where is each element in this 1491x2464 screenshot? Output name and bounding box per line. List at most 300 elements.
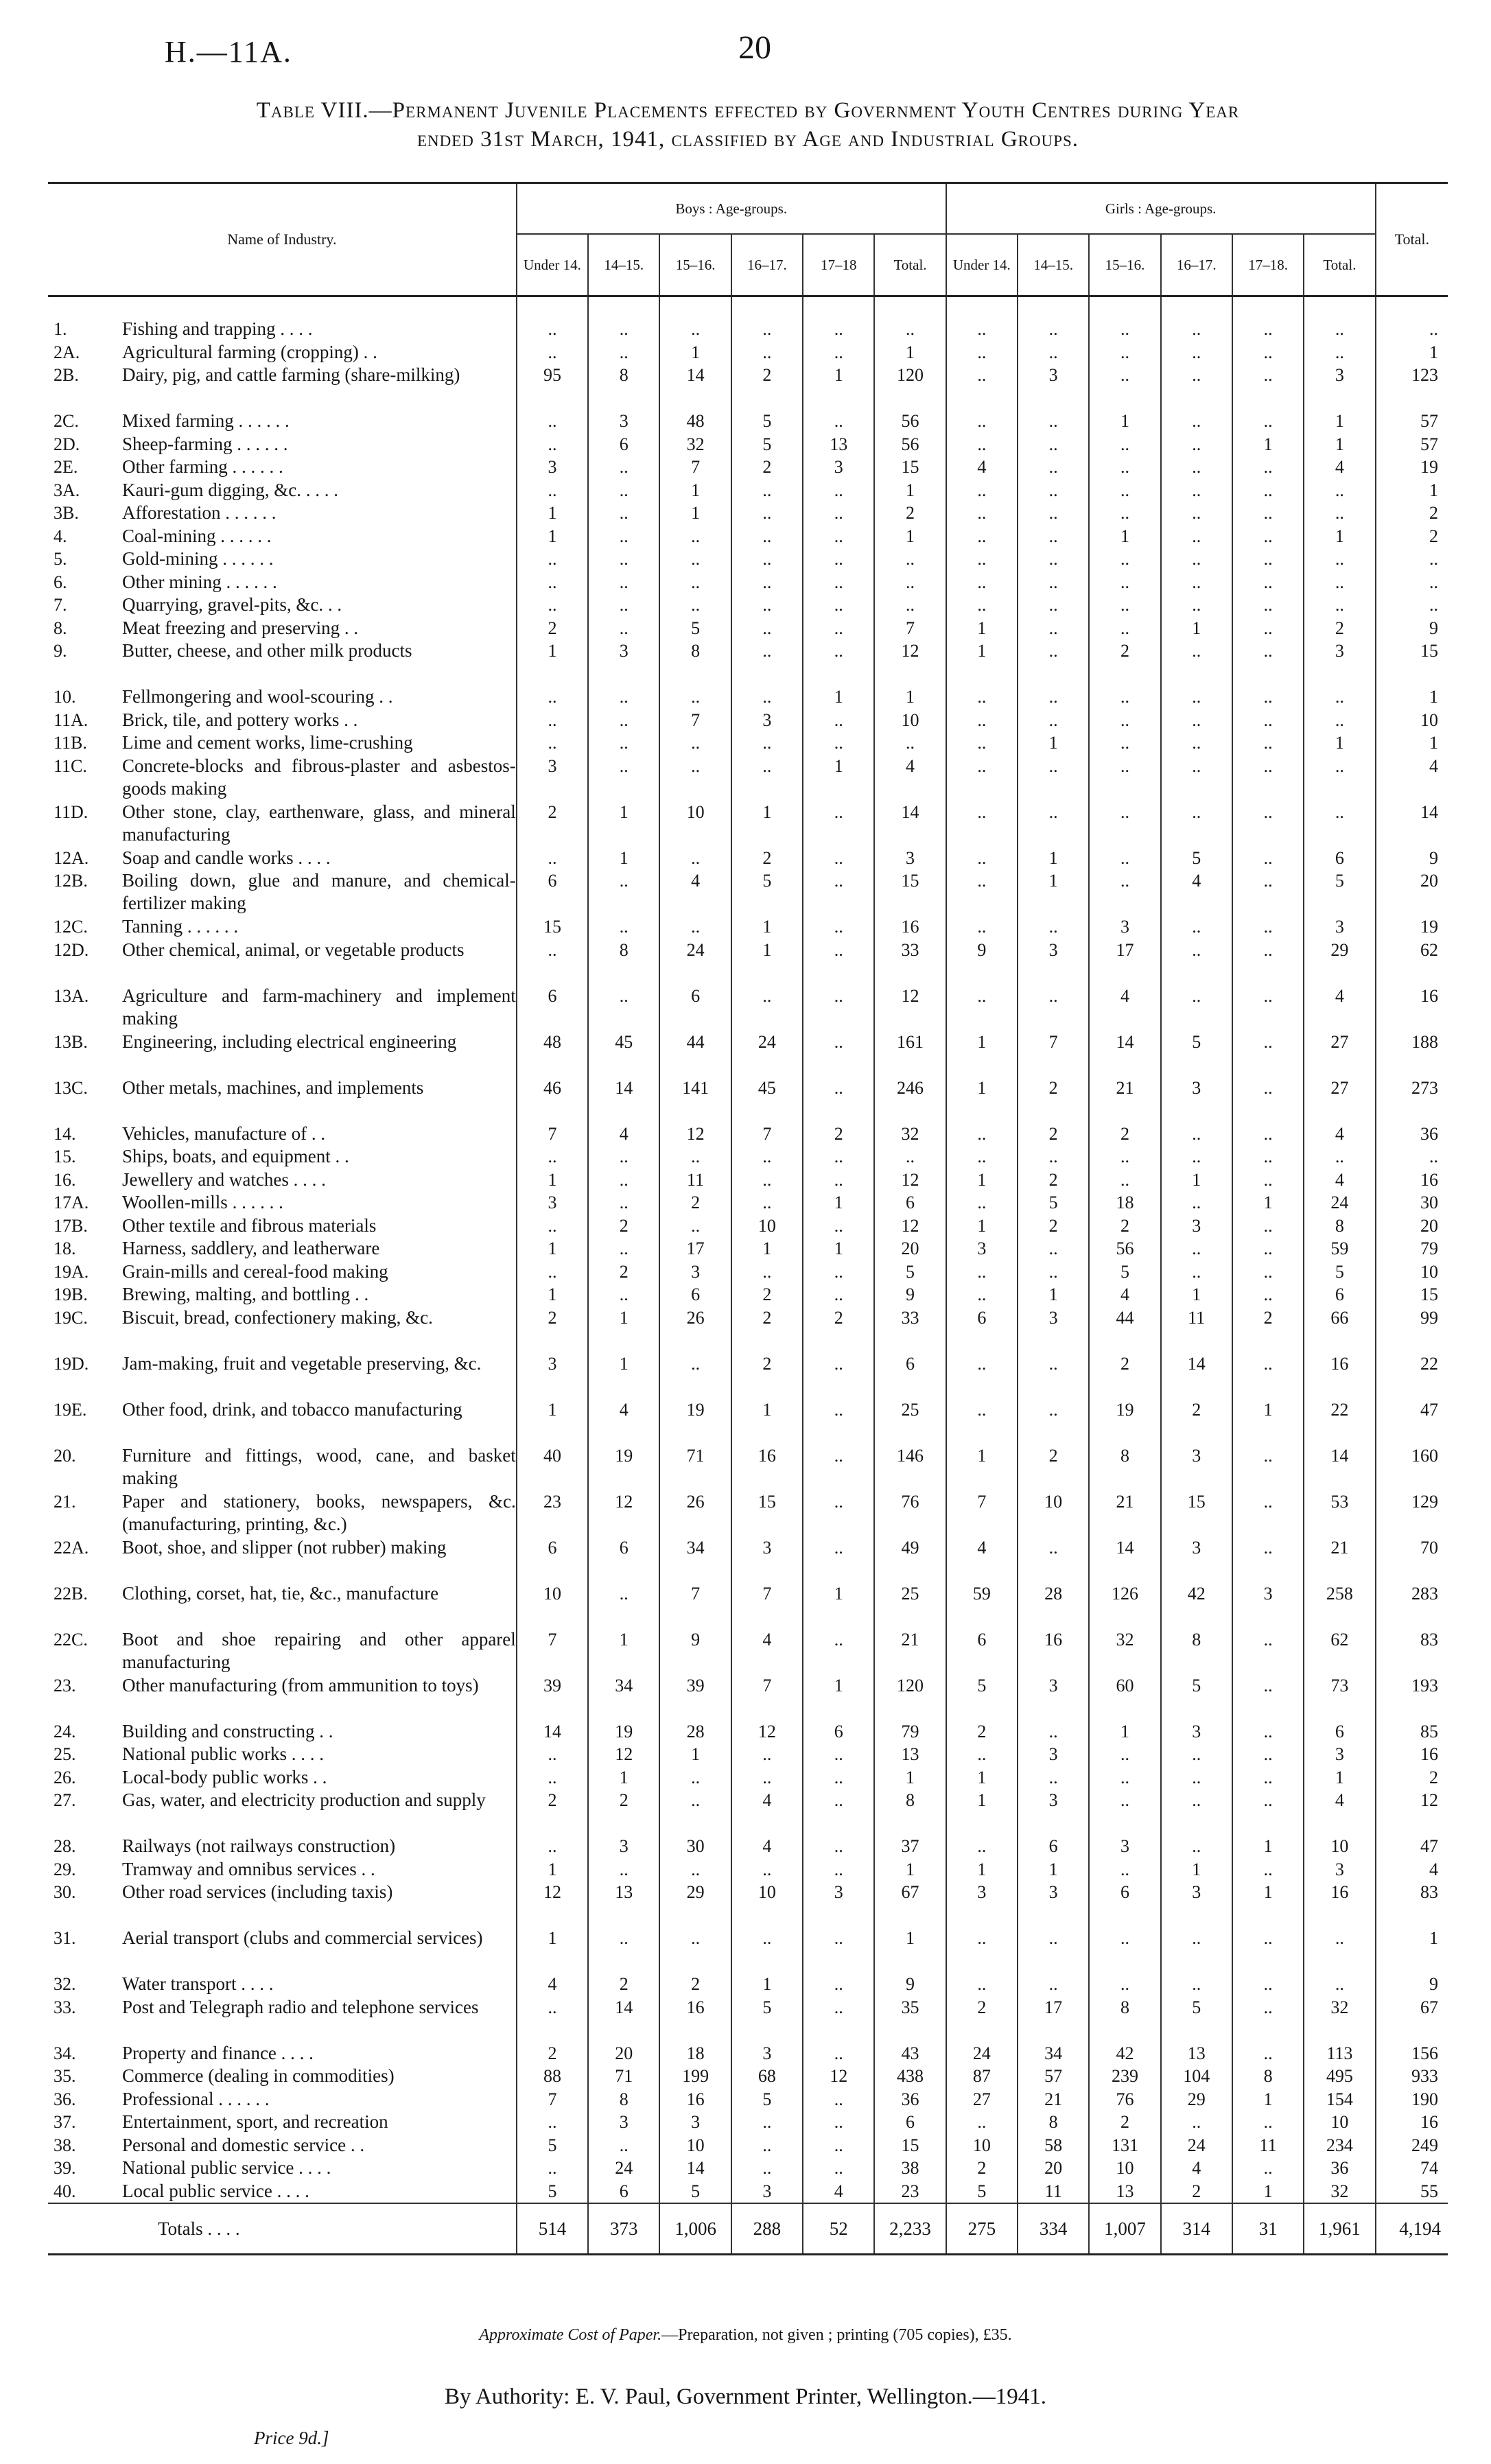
table-row xyxy=(48,1881,1448,1927)
value-cell: .. xyxy=(803,1789,874,1835)
value-cell: 25 xyxy=(874,1398,946,1444)
value-cell: .. xyxy=(588,571,659,594)
industry-cell xyxy=(48,1490,517,1536)
industry-name: Vehicles, manufacture of . . xyxy=(122,1123,326,1144)
industry-code: 13A. xyxy=(54,985,89,1006)
value-cell: .. xyxy=(731,985,803,1031)
value-cell: 24 xyxy=(1161,2134,1232,2157)
value-cell: .. xyxy=(1161,1927,1232,1973)
value-cell: .. xyxy=(1161,548,1232,571)
totals-row xyxy=(48,2203,1448,2255)
value-cell: .. xyxy=(1232,685,1304,709)
table-row xyxy=(48,1628,1448,1674)
row-total-cell: 22 xyxy=(1376,1352,1448,1398)
value-cell: 30 xyxy=(659,1835,731,1858)
value-cell: 38 xyxy=(874,2157,946,2180)
value-cell: 120 xyxy=(874,1674,946,1720)
value-cell: .. xyxy=(731,755,803,801)
value-cell: 10 xyxy=(659,801,731,847)
value-cell: 14 xyxy=(1089,1031,1160,1077)
value-cell: .. xyxy=(803,1352,874,1398)
value-cell: .. xyxy=(588,479,659,502)
value-cell: .. xyxy=(517,1743,588,1766)
value-cell: 1 xyxy=(517,1858,588,1881)
page-reference: H.—11A. xyxy=(165,35,292,69)
industry-cell xyxy=(48,341,517,364)
value-cell: 7 xyxy=(731,1674,803,1720)
value-cell: 246 xyxy=(874,1077,946,1123)
row-total-cell: 30 xyxy=(1376,1191,1448,1215)
row-total-cell: 249 xyxy=(1376,2134,1448,2157)
placements-table xyxy=(48,182,1448,2255)
table-row xyxy=(48,1789,1448,1835)
value-cell: .. xyxy=(1089,433,1160,456)
value-cell: .. xyxy=(1232,1973,1304,1996)
industry-cell xyxy=(48,1306,517,1352)
value-cell: .. xyxy=(1232,1145,1304,1169)
value-cell: .. xyxy=(1089,341,1160,364)
value-cell: 3 xyxy=(1304,915,1375,939)
value-cell: .. xyxy=(803,1628,874,1674)
industry-name: Sheep-farming . . . . . . xyxy=(122,433,288,454)
row-total-cell: 156 xyxy=(1376,2042,1448,2065)
value-cell: .. xyxy=(1089,364,1160,410)
value-cell: .. xyxy=(588,2134,659,2157)
table-row xyxy=(48,479,1448,502)
value-cell: 1 xyxy=(1304,410,1375,433)
value-cell: .. xyxy=(1304,548,1375,571)
value-cell: 16 xyxy=(659,1996,731,2042)
value-cell: 5 xyxy=(1304,869,1375,915)
value-cell: .. xyxy=(517,731,588,755)
industry-cell xyxy=(48,1536,517,1582)
total-cell: 31 xyxy=(1232,2203,1304,2255)
table-row xyxy=(48,2157,1448,2180)
value-cell: 21 xyxy=(874,1628,946,1674)
industry-code: 26. xyxy=(54,1767,76,1787)
value-cell: .. xyxy=(1018,479,1089,502)
value-cell: 1 xyxy=(517,1169,588,1192)
row-total-cell: 1 xyxy=(1376,685,1448,709)
value-cell: 1 xyxy=(1018,1283,1089,1306)
value-cell: .. xyxy=(517,410,588,433)
value-cell: 6 xyxy=(588,433,659,456)
value-cell: 27 xyxy=(1304,1031,1375,1077)
table-row xyxy=(48,1766,1448,1790)
value-cell: 1 xyxy=(803,1582,874,1628)
value-cell: 7 xyxy=(517,1628,588,1674)
value-cell: 113 xyxy=(1304,2042,1375,2065)
value-cell: 10 xyxy=(1304,2111,1375,2134)
industry-name: National public works . . . . xyxy=(122,1744,324,1764)
value-cell: 5 xyxy=(1161,1031,1232,1077)
value-cell: 1 xyxy=(874,1858,946,1881)
value-cell: .. xyxy=(1304,755,1375,801)
value-cell: .. xyxy=(803,985,874,1031)
industry-code: 19D. xyxy=(54,1353,89,1374)
value-cell: 27 xyxy=(1304,1077,1375,1123)
industry-cell xyxy=(48,1743,517,1766)
value-cell: 3 xyxy=(1161,1881,1232,1927)
value-cell: .. xyxy=(1089,1169,1160,1192)
value-cell: .. xyxy=(1232,341,1304,364)
industry-cell xyxy=(48,1077,517,1123)
value-cell: .. xyxy=(1232,571,1304,594)
value-cell: 2 xyxy=(517,2042,588,2065)
value-cell: .. xyxy=(803,2088,874,2111)
row-total-cell: 9 xyxy=(1376,847,1448,870)
value-cell: 3 xyxy=(1018,1306,1089,1352)
value-cell: 1 xyxy=(1089,410,1160,433)
table-row xyxy=(48,2134,1448,2157)
value-cell: .. xyxy=(659,525,731,548)
value-cell: 19 xyxy=(588,1720,659,1744)
value-cell: 3 xyxy=(1018,1674,1089,1720)
industry-name: Commerce (dealing in commodities) xyxy=(122,2065,395,2086)
industry-name: Local public service . . . . xyxy=(122,2180,309,2201)
value-cell: 1 xyxy=(803,685,874,709)
value-cell: .. xyxy=(1232,1996,1304,2042)
value-cell: .. xyxy=(803,571,874,594)
value-cell: .. xyxy=(731,1743,803,1766)
value-cell: .. xyxy=(1018,1536,1089,1582)
table-row xyxy=(48,2180,1448,2204)
value-cell: 17 xyxy=(659,1237,731,1260)
value-cell: 2 xyxy=(946,1996,1018,2042)
industry-code: 22C. xyxy=(54,1629,88,1650)
value-cell: 3 xyxy=(1161,1077,1232,1123)
industry-code: 37. xyxy=(54,2112,76,2132)
value-cell: .. xyxy=(659,571,731,594)
table-row xyxy=(48,939,1448,985)
table-row xyxy=(48,709,1448,732)
value-cell: .. xyxy=(517,2111,588,2134)
industry-code: 34. xyxy=(54,2043,76,2063)
value-cell: 2 xyxy=(1089,1123,1160,1146)
value-cell: .. xyxy=(946,685,1018,709)
industry-cell xyxy=(48,1789,517,1835)
value-cell: .. xyxy=(946,410,1018,433)
value-cell: .. xyxy=(659,731,731,755)
row-total-cell: 99 xyxy=(1376,1306,1448,1352)
value-cell: .. xyxy=(588,1582,659,1628)
value-cell: 14 xyxy=(1304,1444,1375,1490)
row-total-cell: 57 xyxy=(1376,433,1448,456)
value-cell: .. xyxy=(1161,571,1232,594)
value-cell: 1 xyxy=(1304,525,1375,548)
value-cell: 3 xyxy=(517,1191,588,1215)
value-cell: 1 xyxy=(517,1283,588,1306)
value-cell: 3 xyxy=(1304,1858,1375,1881)
value-cell: 35 xyxy=(874,1996,946,2042)
value-cell: .. xyxy=(1232,1283,1304,1306)
industry-name: Gold-mining . . . . . . xyxy=(122,548,274,569)
value-cell: .. xyxy=(946,847,1018,870)
value-cell: 13 xyxy=(874,1743,946,1766)
value-cell: 1 xyxy=(946,1766,1018,1790)
value-cell: 46 xyxy=(517,1077,588,1123)
industry-cell xyxy=(48,1996,517,2042)
industry-cell xyxy=(48,1835,517,1858)
value-cell: .. xyxy=(659,847,731,870)
value-cell: 7 xyxy=(659,456,731,479)
value-cell: 14 xyxy=(659,2157,731,2180)
value-cell: 5 xyxy=(1161,847,1232,870)
price-note: Price 9d.] xyxy=(254,2428,329,2448)
value-cell: 3 xyxy=(731,2180,803,2204)
value-cell: .. xyxy=(803,939,874,985)
industry-name: Other chemical, animal, or vegetable products xyxy=(122,939,465,960)
value-cell: 3 xyxy=(874,847,946,870)
value-cell: 3 xyxy=(1018,1789,1089,1835)
value-cell: 5 xyxy=(731,2088,803,2111)
value-cell: 44 xyxy=(659,1031,731,1077)
industry-cell xyxy=(48,1191,517,1215)
industry-code: 2E. xyxy=(54,457,78,477)
value-cell: 1 xyxy=(946,1077,1018,1123)
value-cell: .. xyxy=(1018,1927,1089,1973)
value-cell: 2 xyxy=(588,1789,659,1835)
value-cell: .. xyxy=(588,1858,659,1881)
industry-code: 16. xyxy=(54,1169,76,1190)
value-cell: .. xyxy=(1018,985,1089,1031)
industry-cell xyxy=(48,617,517,640)
value-cell: .. xyxy=(731,548,803,571)
value-cell: 2 xyxy=(1232,1306,1304,1352)
value-cell: .. xyxy=(1232,364,1304,410)
value-cell: 11 xyxy=(1018,2180,1089,2204)
row-total-cell: 14 xyxy=(1376,801,1448,847)
value-cell: .. xyxy=(803,502,874,525)
row-total-cell: 55 xyxy=(1376,2180,1448,2204)
value-cell: 2 xyxy=(588,1973,659,1996)
value-cell: 1 xyxy=(1232,1835,1304,1858)
value-cell: 3 xyxy=(803,1881,874,1927)
value-cell: .. xyxy=(1304,341,1375,364)
column-header-girls-5: Total. xyxy=(1304,234,1375,296)
value-cell: .. xyxy=(1232,1169,1304,1192)
industry-code: 19E. xyxy=(54,1399,87,1420)
value-cell: 4 xyxy=(1089,1283,1160,1306)
value-cell: .. xyxy=(517,1260,588,1284)
value-cell: 15 xyxy=(874,869,946,915)
value-cell: 8 xyxy=(588,2088,659,2111)
value-cell: 2 xyxy=(874,502,946,525)
value-cell: 20 xyxy=(588,2042,659,2065)
column-header-girls-4: 17–18. xyxy=(1232,234,1304,296)
value-cell: .. xyxy=(946,571,1018,594)
industry-code: 38. xyxy=(54,2135,76,2155)
value-cell: .. xyxy=(803,1490,874,1536)
value-cell: 3 xyxy=(588,2111,659,2134)
table-row xyxy=(48,594,1448,617)
value-cell: .. xyxy=(659,1927,731,1973)
value-cell: 12 xyxy=(517,1881,588,1927)
industry-code: 28. xyxy=(54,1836,76,1856)
industry-name: Meat freezing and preserving . . xyxy=(122,617,359,638)
value-cell: 2 xyxy=(1089,1215,1160,1238)
industry-cell xyxy=(48,456,517,479)
industry-name: Boiling down, glue and manure, and chemical-fertilizer making xyxy=(122,870,516,913)
value-cell: 12 xyxy=(874,640,946,685)
value-cell: .. xyxy=(1161,801,1232,847)
value-cell: 1 xyxy=(517,1398,588,1444)
industry-cell xyxy=(48,571,517,594)
value-cell: 2 xyxy=(731,1283,803,1306)
value-cell: .. xyxy=(1018,318,1089,341)
value-cell: 45 xyxy=(731,1077,803,1123)
value-cell: .. xyxy=(1018,571,1089,594)
value-cell: .. xyxy=(1232,1444,1304,1490)
industry-code: 19C. xyxy=(54,1307,88,1328)
industry-cell xyxy=(48,1881,517,1927)
value-cell: 3 xyxy=(1161,1720,1232,1744)
table-row xyxy=(48,617,1448,640)
value-cell: 88 xyxy=(517,2065,588,2088)
industry-code: 11A. xyxy=(54,709,89,730)
cost-text: —Preparation, not given ; printing (705 copies), £35. xyxy=(661,2326,1012,2344)
value-cell: 1 xyxy=(517,502,588,525)
industry-name: Local-body public works . . xyxy=(122,1766,327,1787)
value-cell: 1 xyxy=(1089,525,1160,548)
value-cell: .. xyxy=(1232,1674,1304,1720)
industry-name: Brick, tile, and pottery works . . xyxy=(122,709,358,730)
row-total-cell: 283 xyxy=(1376,1582,1448,1628)
table-row xyxy=(48,1077,1448,1123)
value-cell: .. xyxy=(1232,709,1304,732)
value-cell: .. xyxy=(588,1145,659,1169)
value-cell: .. xyxy=(1161,1743,1232,1766)
value-cell: .. xyxy=(1232,410,1304,433)
value-cell: 3 xyxy=(731,1536,803,1582)
value-cell: 15 xyxy=(731,1490,803,1536)
industry-name: Gas, water, and electricity production and supply xyxy=(122,1790,486,1810)
value-cell: 23 xyxy=(517,1490,588,1536)
value-cell: 10 xyxy=(874,709,946,732)
value-cell: .. xyxy=(1161,1237,1232,1260)
value-cell: 20 xyxy=(874,1237,946,1260)
table-row xyxy=(48,1031,1448,1077)
value-cell: .. xyxy=(1232,2042,1304,2065)
value-cell: .. xyxy=(874,548,946,571)
value-cell: 4 xyxy=(1304,1123,1375,1146)
industry-cell xyxy=(48,1237,517,1260)
industry-cell xyxy=(48,869,517,915)
row-total-cell: 20 xyxy=(1376,869,1448,915)
value-cell: .. xyxy=(803,1169,874,1192)
value-cell: 48 xyxy=(659,410,731,433)
industry-cell xyxy=(48,1628,517,1674)
value-cell: .. xyxy=(1089,869,1160,915)
table-row xyxy=(48,1145,1448,1169)
totals-label: Totals . . . . xyxy=(48,2203,517,2255)
value-cell: .. xyxy=(946,1973,1018,1996)
industry-name: Other textile and fibrous materials xyxy=(122,1215,377,1236)
value-cell: 19 xyxy=(1089,1398,1160,1444)
value-cell: .. xyxy=(803,869,874,915)
industry-code: 2C. xyxy=(54,411,79,431)
value-cell: .. xyxy=(1018,709,1089,732)
industry-name: Fishing and trapping . . . . xyxy=(122,318,313,339)
value-cell: 1 xyxy=(874,685,946,709)
value-cell: .. xyxy=(731,617,803,640)
value-cell: .. xyxy=(517,594,588,617)
table-row xyxy=(48,985,1448,1031)
value-cell: .. xyxy=(1089,755,1160,801)
value-cell: .. xyxy=(731,594,803,617)
value-cell: 1 xyxy=(517,1927,588,1973)
value-cell: .. xyxy=(588,1927,659,1973)
industry-name: Other metals, machines, and implements xyxy=(122,1077,424,1098)
value-cell: .. xyxy=(1161,939,1232,985)
value-cell: .. xyxy=(517,571,588,594)
value-cell: 1 xyxy=(803,1674,874,1720)
value-cell: .. xyxy=(1161,755,1232,801)
industry-cell xyxy=(48,1766,517,1790)
value-cell: .. xyxy=(1089,502,1160,525)
value-cell: 4 xyxy=(1089,985,1160,1031)
value-cell: .. xyxy=(1232,1352,1304,1398)
value-cell: .. xyxy=(731,341,803,364)
value-cell: 5 xyxy=(946,2180,1018,2204)
value-cell: 6 xyxy=(1018,1835,1089,1858)
value-cell: 2 xyxy=(803,1306,874,1352)
value-cell: 5 xyxy=(731,1996,803,2042)
value-cell: 28 xyxy=(659,1720,731,1744)
value-cell: 12 xyxy=(659,1123,731,1146)
value-cell: 25 xyxy=(874,1582,946,1628)
industry-cell xyxy=(48,939,517,985)
row-total-cell: 4 xyxy=(1376,1858,1448,1881)
value-cell: .. xyxy=(803,548,874,571)
value-cell: 126 xyxy=(1089,1582,1160,1628)
value-cell: 19 xyxy=(659,1398,731,1444)
value-cell: .. xyxy=(1089,1927,1160,1973)
industry-code: 7. xyxy=(54,595,67,615)
value-cell: .. xyxy=(1161,640,1232,685)
value-cell: .. xyxy=(803,847,874,870)
value-cell: .. xyxy=(1018,1398,1089,1444)
value-cell: 1 xyxy=(946,1215,1018,1238)
value-cell: 11 xyxy=(1232,2134,1304,2157)
value-cell: 12 xyxy=(874,1169,946,1192)
industry-cell xyxy=(48,479,517,502)
value-cell: .. xyxy=(1232,985,1304,1031)
value-cell: 1 xyxy=(731,1237,803,1260)
value-cell: .. xyxy=(1161,685,1232,709)
value-cell: 3 xyxy=(731,2042,803,2065)
value-cell: .. xyxy=(1161,1789,1232,1835)
table-row xyxy=(48,1169,1448,1192)
value-cell: 6 xyxy=(517,985,588,1031)
table-row xyxy=(48,2042,1448,2065)
value-cell: 6 xyxy=(946,1628,1018,1674)
total-cell: 514 xyxy=(517,2203,588,2255)
value-cell: .. xyxy=(946,594,1018,617)
table-row xyxy=(48,1720,1448,1744)
value-cell: 6 xyxy=(874,1352,946,1398)
value-cell: 12 xyxy=(803,2065,874,2088)
value-cell: .. xyxy=(1232,1237,1304,1260)
value-cell: .. xyxy=(946,502,1018,525)
value-cell: 45 xyxy=(588,1031,659,1077)
value-cell: 6 xyxy=(1304,847,1375,870)
value-cell: .. xyxy=(731,571,803,594)
row-total-cell: 4 xyxy=(1376,755,1448,801)
industry-cell xyxy=(48,525,517,548)
value-cell: .. xyxy=(1161,479,1232,502)
value-cell: .. xyxy=(1232,1628,1304,1674)
